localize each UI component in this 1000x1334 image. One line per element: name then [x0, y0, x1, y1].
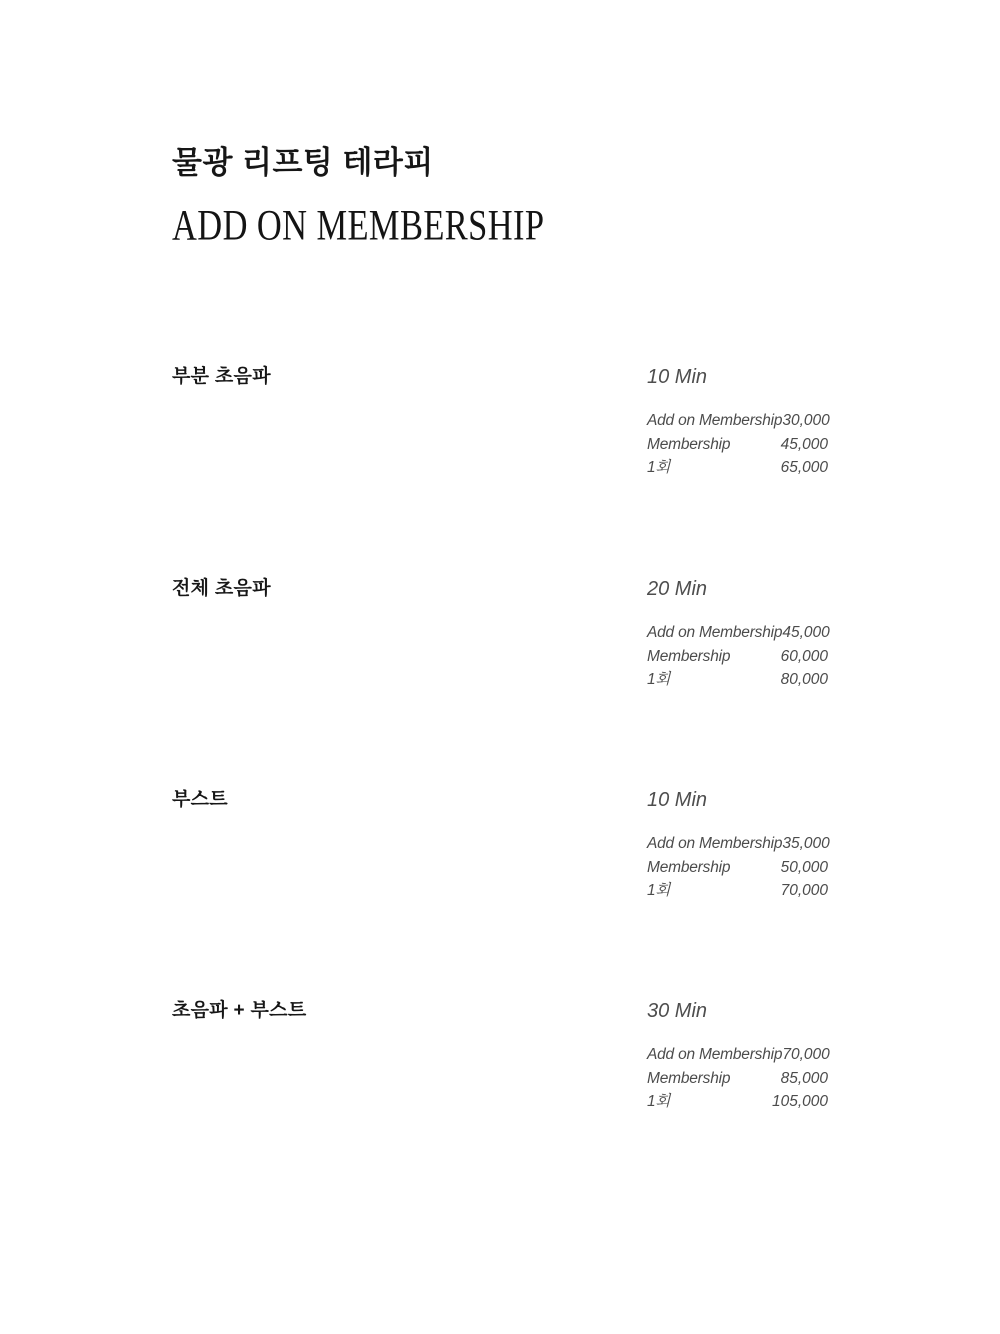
price-tier-label: 1회: [647, 1093, 671, 1110]
section-pricing: [647, 789, 828, 903]
price-value: 60,000: [780, 647, 828, 665]
price-value: 45,000: [780, 435, 828, 453]
duration-label: 10 Min: [647, 789, 708, 811]
price-value: 105,000: [771, 1093, 828, 1110]
price-row: [647, 433, 828, 457]
price-list: [647, 1043, 828, 1114]
price-value: 35,000: [782, 835, 830, 852]
duration-label: 10 Min: [647, 366, 708, 388]
section-name: 전체 초음파: [172, 578, 271, 599]
section-pricing: [647, 1000, 828, 1114]
price-tier-label: Membership: [647, 647, 731, 665]
price-tier-label: Add on Membership: [647, 835, 783, 852]
price-list: [647, 409, 828, 480]
price-value: 65,000: [780, 459, 828, 476]
price-list: [647, 621, 828, 692]
price-row: [647, 621, 828, 645]
price-tier-label: Membership: [647, 1069, 731, 1087]
price-list: [647, 832, 828, 903]
duration-label: 20 Min: [647, 578, 708, 600]
price-tier-label: Add on Membership: [647, 624, 783, 641]
section-pricing: [647, 366, 828, 480]
price-tier-label: Membership: [647, 435, 731, 453]
section-name: 초음파 + 부스트: [172, 1000, 307, 1021]
price-value: 85,000: [780, 1069, 828, 1087]
price-row: [647, 409, 828, 433]
price-tier-label: 1회: [647, 882, 671, 899]
price-row: [647, 668, 828, 692]
duration-label: 30 Min: [647, 1000, 708, 1022]
price-tier-label: Add on Membership: [647, 412, 783, 429]
price-tier-label: 1회: [647, 459, 671, 476]
price-row: [647, 645, 828, 669]
price-value: 45,000: [782, 624, 830, 641]
price-row: [647, 456, 828, 480]
price-row: [647, 832, 828, 856]
price-row: [647, 856, 828, 880]
price-value: 80,000: [780, 671, 828, 688]
price-row: [647, 1090, 828, 1114]
price-tier-label: 1회: [647, 671, 671, 688]
menu-section-ultrasound-plus-boost: [172, 1000, 828, 1114]
price-row: [647, 1043, 828, 1067]
section-name: 부스트: [172, 789, 228, 810]
price-value: 70,000: [782, 1046, 830, 1063]
price-value: 30,000: [782, 412, 830, 429]
price-row: [647, 1067, 828, 1091]
section-pricing: [647, 578, 828, 692]
page-title-english: ADD ON MEMBERSHIP: [172, 202, 545, 250]
section-name: 부분 초음파: [172, 366, 271, 387]
price-tier-label: Add on Membership: [647, 1046, 783, 1063]
price-row: [647, 879, 828, 903]
menu-section-full-ultrasound: [172, 578, 828, 692]
page-title-korean: 물광 리프팅 테라피: [172, 145, 434, 180]
price-value: 50,000: [780, 858, 828, 876]
page-header: [172, 145, 626, 250]
menu-section-partial-ultrasound: [172, 366, 828, 480]
price-tier-label: Membership: [647, 858, 731, 876]
menu-section-boost: [172, 789, 828, 903]
price-value: 70,000: [780, 882, 828, 899]
